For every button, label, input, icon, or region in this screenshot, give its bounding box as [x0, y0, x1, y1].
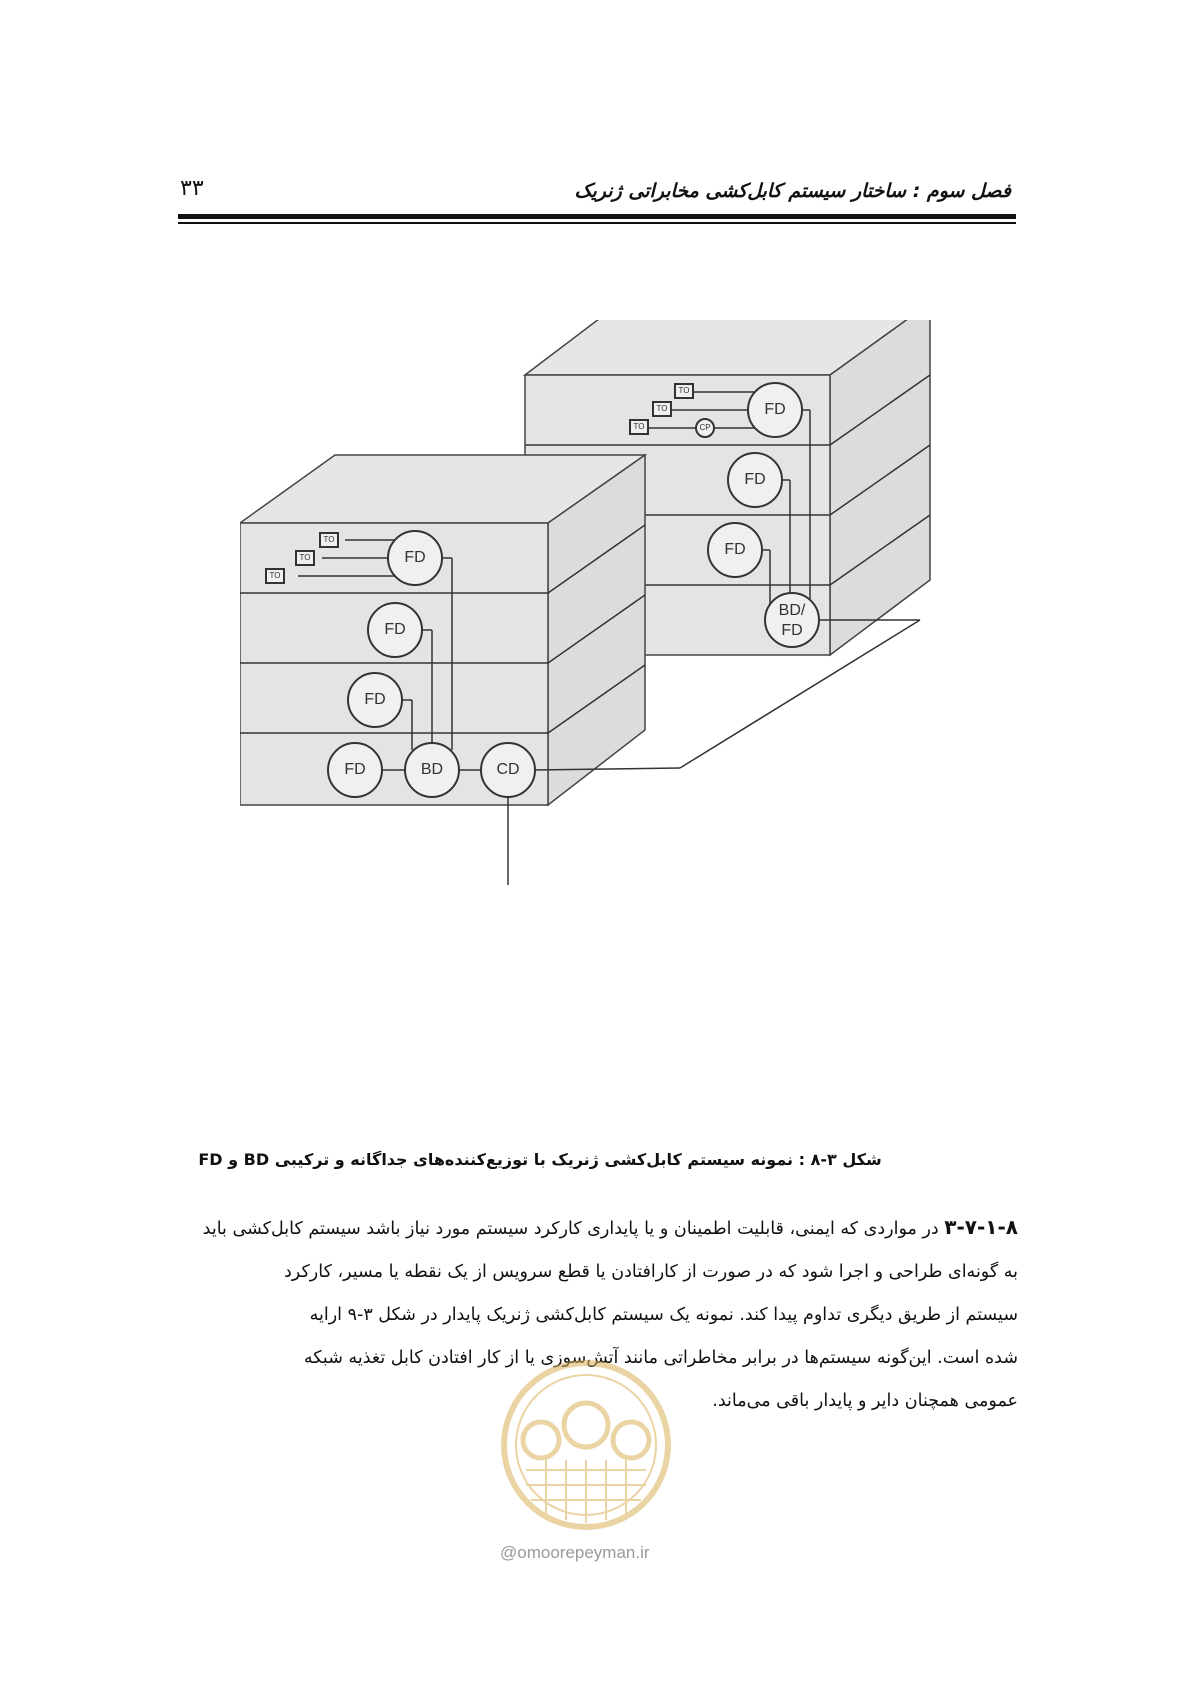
section-number: ۳-۷-۱-۸ [944, 1215, 1018, 1239]
cabling-figure [240, 320, 960, 904]
figure-caption: شکل ۳-۸ : نمونه سیستم کابل‌کشی ژنریک با توزیع‌کننده‌های جداگانه و ترکیبی BD و FD [198, 1150, 882, 1169]
watermark-seal [486, 1355, 686, 1539]
paragraph-line: به گونه‌ای طراحی و اجرا شود که در صورت از کارافتادن یا قطع سرویس از یک نقطه یا مسیر، کارکرد [284, 1262, 1018, 1282]
paragraph-line [178, 1206, 1018, 1251]
to-label: TO [633, 422, 645, 432]
header-rule-thin [178, 222, 1016, 224]
fd-label: FD [344, 761, 366, 779]
bd-fd-label-bottom: FD [781, 622, 803, 640]
fd-label: FD [744, 471, 766, 489]
page-number: ۳۳ [180, 176, 204, 201]
running-header-title: فصل سوم : ساختار سیستم کابل‌کشی مخابراتی ژنریک [574, 180, 1011, 202]
cd-label: CD [496, 761, 520, 779]
building-diagram [240, 320, 960, 900]
cp-label: CP [699, 423, 711, 433]
fd-label: FD [764, 401, 786, 419]
bd-label: BD [420, 761, 444, 779]
to-label: TO [323, 535, 335, 545]
paragraph-line-text: در مواردی که ایمنی، قابلیت اطمینان و یا پایداری کارکرد سیستم مورد نیاز باشد سیستم کابل‌کشی باید [202, 1219, 939, 1239]
to-label: TO [299, 553, 311, 563]
paragraph-line: سیستم از طریق دیگری تداوم پیدا کند. نمونه یک سیستم کابل‌کشی ژنریک پایدار در شکل ۳-۹ ارایه [309, 1305, 1018, 1325]
building-right-side [830, 320, 930, 655]
paragraph-line: عمومی همچنان دایر و پایدار باقی می‌ماند. [712, 1391, 1018, 1411]
to-label: TO [656, 404, 668, 414]
fd-label: FD [364, 691, 386, 709]
fd-label: FD [404, 549, 426, 567]
bd-fd-label-top: BD/ [778, 602, 806, 620]
paragraph-line: شده است. این‌گونه سیستم‌ها در برابر مخاطراتی مانند آتش‌سوزی یا از کار افتادن کابل تغذیه شبکه [303, 1348, 1018, 1368]
watermark-url: @omoorepeyman.ir [500, 1543, 650, 1562]
header-rule-thick [178, 214, 1016, 219]
to-label: TO [678, 386, 690, 396]
fd-label: FD [384, 621, 406, 639]
to-label: TO [269, 571, 281, 581]
fd-label: FD [724, 541, 746, 559]
seal-icon [486, 1355, 686, 1535]
